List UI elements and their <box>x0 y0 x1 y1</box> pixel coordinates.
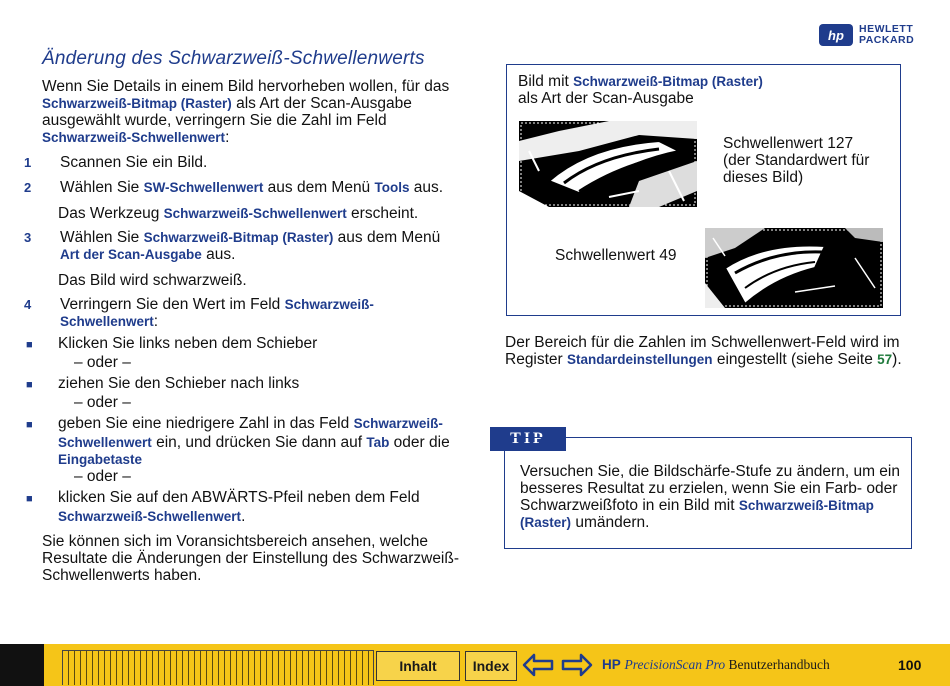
bullet-3 <box>26 415 460 485</box>
page-title: Änderung des Schwarzweiß-Schwellenwerts <box>42 48 425 69</box>
term-threshold-tool: Schwarzweiß-Schwellenwert <box>163 206 347 221</box>
label-127-line-2: (der Standardwert für <box>723 152 870 169</box>
step-3 <box>24 229 460 263</box>
arrow-left-icon[interactable] <box>522 652 554 678</box>
left-column <box>24 78 460 584</box>
step-1 <box>24 154 460 171</box>
term-tools: Tools <box>374 180 410 195</box>
bullet-marker: ■ <box>26 379 33 391</box>
hp-logo-badge: hp <box>819 24 853 46</box>
step-4 <box>24 296 460 330</box>
intro-paragraph <box>42 78 460 146</box>
step-4-text-2: : <box>153 313 159 330</box>
tip-box <box>504 437 912 549</box>
range-note-text-1: Der Bereich für die Zahlen im Schwellenwert-Feld wird im Register <box>505 334 900 368</box>
page-link-57[interactable]: 57 <box>877 352 893 367</box>
intro-text-3: : <box>225 129 230 146</box>
hp-logo-wordmark <box>859 24 914 46</box>
step-3-result: Das Bild wird schwarzweiß. <box>58 272 247 289</box>
caption-text-1: Bild mit <box>518 73 574 90</box>
term-threshold-field: Schwarzweiß-Schwellenwert <box>60 297 374 329</box>
footer-suffix: Benutzerhandbuch <box>725 657 830 672</box>
tip-label: TIP <box>490 427 566 451</box>
label-127-line-3: dieses Bild) <box>723 169 804 186</box>
chapter-tab <box>0 644 44 686</box>
figure-box <box>506 64 901 316</box>
step-2-result <box>42 205 460 222</box>
term-bitmap-raster: Schwarzweiß-Bitmap (Raster) <box>573 74 763 89</box>
tip-text <box>520 463 905 531</box>
bullet-marker: ■ <box>26 493 33 505</box>
term-bitmap: Schwarzweiß-Bitmap (Raster) <box>42 96 232 111</box>
range-note <box>505 334 905 368</box>
bullet-marker: ■ <box>26 419 33 431</box>
contents-button[interactable]: Inhalt <box>376 651 460 681</box>
term-default-settings: Standardeinstellungen <box>567 352 713 367</box>
logo-line-1: HEWLETT <box>859 23 914 35</box>
step-4-text-1: Verringern Sie den Wert im Feld <box>60 296 285 313</box>
or-separator: – oder – <box>74 354 131 371</box>
chapter-title-strip[interactable] <box>62 650 374 685</box>
tip-text-1: Versuchen Sie, die Bildschärfe-Stufe zu ändern, um ein besseres Resultat zu erzielen, wenn Sie ein Farb- oder Schwarzweißfoto in ein Bild mit <box>520 463 900 514</box>
footer-brand: HP <box>602 657 621 672</box>
step-2-text-2: aus dem Menü <box>263 179 375 196</box>
term-tab: Tab <box>366 435 390 450</box>
bullet-3-text-1: geben Sie eine niedrigere Zahl in das Feld <box>58 415 354 432</box>
step-3-number: 3 <box>24 230 32 245</box>
boat-image-threshold-127 <box>519 121 697 207</box>
label-threshold-49: Schwellenwert 49 <box>555 247 677 264</box>
term-threshold-field: Schwarzweiß-Schwellenwert <box>58 509 242 524</box>
step-2-result-text-1: Das Werkzeug <box>58 205 164 222</box>
bullet-2 <box>26 375 460 411</box>
step-2 <box>24 179 460 196</box>
term-scan-output-type: Art der Scan-Ausgabe <box>60 247 202 262</box>
tip-text-2: umändern. <box>571 514 650 531</box>
step-3-text-2: aus dem Menü <box>333 229 441 246</box>
footer-product: PrecisionScan Pro <box>624 657 726 672</box>
figure-caption <box>518 73 888 107</box>
or-separator: – oder – <box>74 468 131 485</box>
range-note-text-2: eingestellt (siehe Seite <box>712 351 878 368</box>
bullet-2-text: ziehen Sie den Schieber nach links <box>58 375 300 392</box>
bullet-4 <box>26 489 460 525</box>
bullet-marker: ■ <box>26 339 33 351</box>
step-1-number: 1 <box>24 155 32 170</box>
arrow-right-icon[interactable] <box>561 652 593 678</box>
bullet-1 <box>26 335 460 371</box>
term-threshold: Schwarzweiß-Schwellenwert <box>42 130 226 145</box>
or-separator: – oder – <box>74 394 131 411</box>
footer-title <box>602 657 830 673</box>
step-2-number: 2 <box>24 180 32 195</box>
step-1-text: Scannen Sie ein Bild. <box>60 154 208 171</box>
step-3-text-1: Wählen Sie <box>60 229 144 246</box>
term-enter-key: Eingabetaste <box>58 452 143 467</box>
step-2-text-3: aus. <box>409 179 444 196</box>
term-threshold-field: Schwarzweiß-Schwellenwert <box>58 416 443 450</box>
bullet-1-text: Klicken Sie links neben dem Schieber <box>58 335 318 352</box>
intro-text-1: Wenn Sie Details in einem Bild hervorheben wollen, für das <box>42 78 450 95</box>
caption-text-2: als Art der Scan-Ausgabe <box>518 90 694 107</box>
step-2-result-text-2: erscheint. <box>346 205 419 222</box>
term-bitmap-raster: Schwarzweiß-Bitmap (Raster) <box>143 230 334 245</box>
step-4-number: 4 <box>24 297 32 312</box>
logo-line-2: PACKARD <box>859 34 915 46</box>
step-3-text-3: aus. <box>201 246 236 263</box>
page-number: 100 <box>898 657 922 673</box>
bullet-4-text-1: klicken Sie auf den ABWÄRTS-Pfeil neben dem Feld <box>58 489 420 506</box>
label-127-line-1: Schwellenwert 127 <box>723 135 854 152</box>
closing-paragraph: Sie können sich im Voransichtsbereich ansehen, welche Resultate die Änderungen der Einstellung des Schwarzweiß-Schwellenwerts haben. <box>42 533 460 584</box>
hp-logo <box>819 24 914 46</box>
bullet-3-text-3: oder die <box>389 434 450 451</box>
term-sw-threshold: SW-Schwellenwert <box>143 180 264 195</box>
label-threshold-127 <box>723 135 898 186</box>
index-button[interactable]: Index <box>465 651 517 681</box>
bullet-4-text-2: . <box>241 508 246 525</box>
bottom-nav-bar <box>0 644 950 686</box>
intro-text-2: als Art der Scan-Ausgabe ausgewählt wurde, verringern Sie die Zahl im Feld <box>42 95 412 129</box>
range-note-text-3: ). <box>892 351 902 368</box>
term-bitmap-raster: Schwarzweiß-Bitmap (Raster) <box>520 498 874 530</box>
boat-image-threshold-49 <box>705 228 883 308</box>
step-2-text-1: Wählen Sie <box>60 179 144 196</box>
bullet-3-text-2: ein, und drücken Sie dann auf <box>151 434 367 451</box>
